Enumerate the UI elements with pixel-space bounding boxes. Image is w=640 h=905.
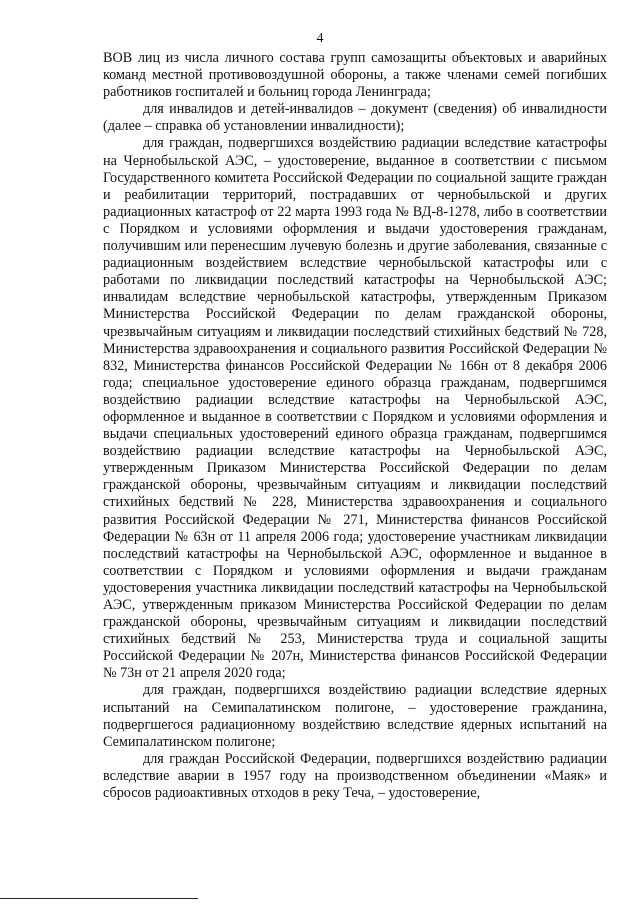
document-body (103, 50, 607, 802)
paragraph-mayak: для граждан Российской Федерации, подвергшихся воздействию радиации вследствие аварии в 1957 году на производственном объединении «Маяк» и сбросов радиоактивных отходов в реку Теча, – удостоверение, (103, 750, 607, 802)
paragraph-semipalatinsk: для граждан, подвергшихся воздействию радиации вследствие ядерных испытаний на Семипалатинском полигоне, – удостоверение гражданина, подвергшегося радиационному воздействию вследствие ядерных испытаний на Семипалатинском полигоне; (103, 682, 607, 750)
paragraph-continuation: ВОВ лиц из числа личного состава групп самозащиты объектовых и аварийных команд местной противовоздушной обороны, а также членами семей погибших работников госпиталей и больниц города Ленинграда; (103, 50, 607, 101)
page-number: 4 (316, 31, 324, 46)
footer-rule (0, 898, 198, 899)
paragraph-chernobyl: для граждан, подвергшихся воздействию радиации вследствие катастрофы на Чернобыльской АЭС, – удостоверение, выданное в соответствии с письмом Государственного комитета Российской Федерации по социальной защите граждан и реабилитации территорий, пострадавших от чернобыльской и других радиационных катастроф от 22 марта 1993 года № ВД-8-1278, либо в соответствии с Порядком и условиями оформления и выдачи удостоверения гражданам, получившим или перенесшим лучевую болезнь и другие заболевания, связанные с радиационным воздействием вследствие чернобыльской катастрофы или с работами по ликвидации последствий катастрофы на Чернобыльской АЭС; инвалидам вследствие чернобыльской катастрофы, утвержденным Приказом Министерства Российской Федерации по делам гражданской обороны, чрезвычайным ситуациям и ликвидации последствий стихийных бедствий № 728, Министерства здравоохранения и социального развития Российской Федерации № 832, Министерства финансов Российской Федерации № 166н от 8 декабря 2006 года; специальное удостоверение единого образца гражданам, подвергшимся воздействию радиации вследствие катастрофы на Чернобыльской АЭС, оформленное и выданное в соответствии с Порядком и условиями оформления и выдачи специальных удостоверений единого образца гражданам, подвергшимся воздействию радиации вследствие катастрофы на Чернобыльской АЭС, утвержденным Приказом Министерства Российской Федерации по делам гражданской обороны, чрезвычайным ситуациям и ликвидации последствий стихийных бедствий № 228, Министерства здравоохранения и социального развития Российской Федерации № 271, Министерства финансов Российской Федерации № 63н от 11 апреля 2006 года; удостоверение участникам ликвидации последствий катастрофы на Чернобыльской АЭС, оформленное и выданное в соответствии с Порядком и условиями оформления и выдачи гражданам удостоверения участника ликвидации последствий катастрофы на Чернобыльской АЭС, утвержденным приказом Министерства Российской Федерации по делам гражданской обороны, чрезвычайным ситуациям и ликвидации последствий стихийных бедствий № 253, Министерства труда и социальной защиты Российской Федерации № 207н, Министерства финансов Российской Федерации № 73н от 21 апреля 2020 года; (103, 135, 607, 682)
paragraph-disabled-persons: для инвалидов и детей-инвалидов – документ (сведения) об инвалидности (далее – справка об установлении инвалидности); (103, 101, 607, 135)
